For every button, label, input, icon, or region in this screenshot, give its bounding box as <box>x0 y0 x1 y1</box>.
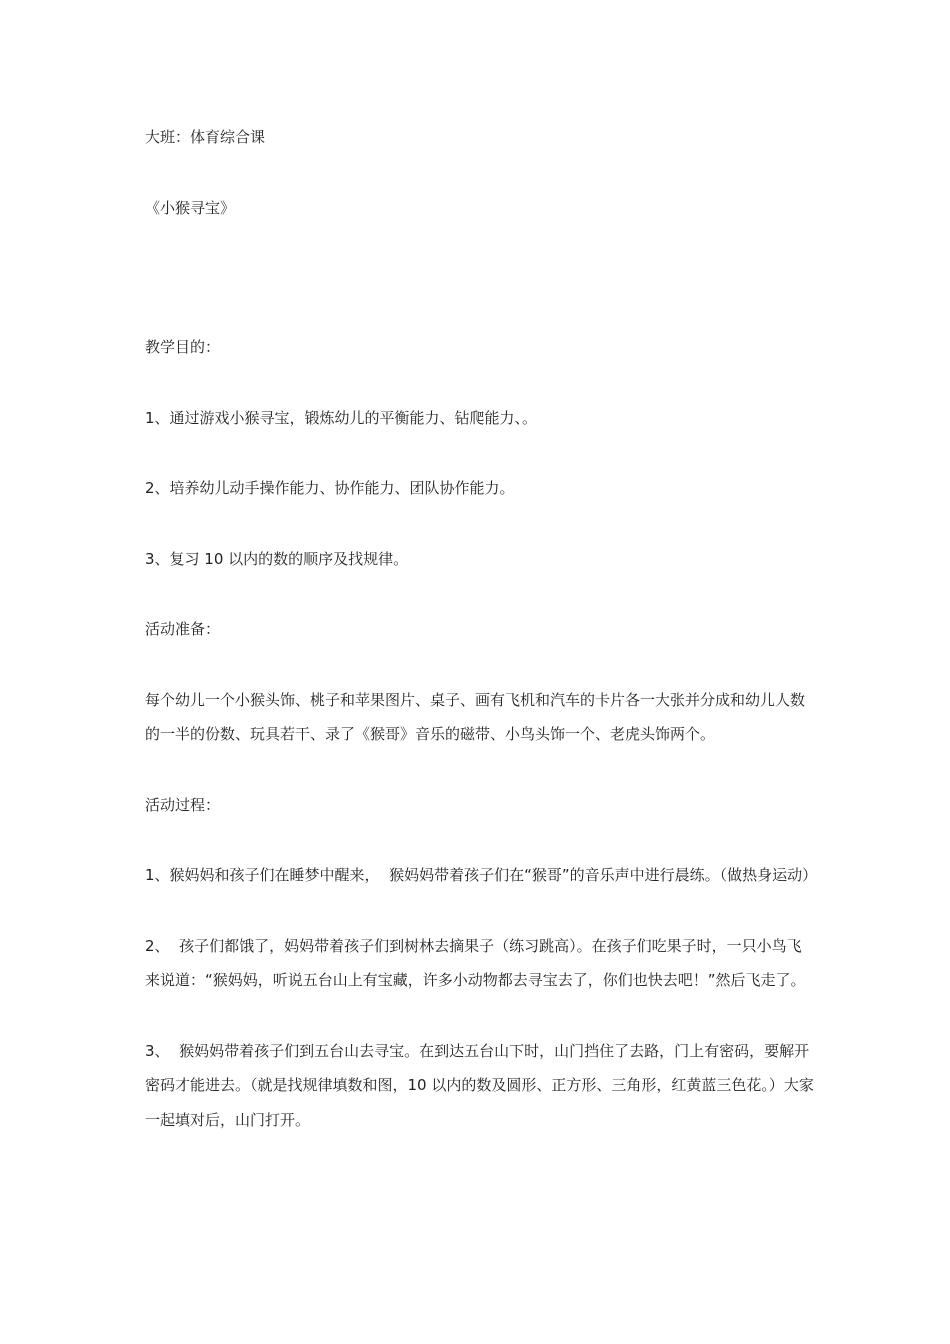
process-step-1: 1、猴妈妈和孩子们在睡梦中醒来， 猴妈妈带着孩子们在“猴哥”的音乐声中进行晨练。（做热身运动） <box>145 866 818 884</box>
document-heading: 大班：体育综合课 <box>145 128 266 146</box>
goals-label: 教学目的： <box>145 338 221 356</box>
prep-label: 活动准备： <box>145 620 221 638</box>
document-title: 《小猴寻宝》 <box>145 198 236 217</box>
process-step-2: 2、 孩子们都饿了，妈妈带着孩子们到树林去摘果子（练习跳高）。在孩子们吃果子时，一只小鸟飞来说道：“猴妈妈，听说五台山上有宝藏，许多小动物都去寻宝去了，你们也快去吧！”然后飞走了。 <box>145 936 806 989</box>
process-label: 活动过程： <box>145 795 221 814</box>
goal-item-2: 2、培养幼儿动手操作能力、协作能力、团队协作能力。 <box>145 479 515 497</box>
goal-item-3: 3、复习 10 以内的数的顺序及找规律。 <box>145 549 409 568</box>
prep-paragraph: 每个幼儿一个小猴头饰、桃子和苹果图片、桌子、画有飞机和汽车的卡片各一大张并分成和幼儿人数的一半的份数、玩具若干、录了《猴哥》音乐的磁带、小鸟头饰一个、老虎头饰两个。 <box>145 690 806 743</box>
document-body <box>145 120 818 1137</box>
goal-item-1: 1、通过游戏小猴寻宝，锻炼幼儿的平衡能力、钻爬能力、。 <box>145 408 538 427</box>
process-step-3: 3、 猴妈妈带着孩子们到五台山去寻宝。在到达五台山下时，山门挡住了去路，门上有密码，要解开密码才能进去。（就是找规律填数和图，10 以内的数及圆形、正方形、三角形，红黄蓝三色花。）大家一起填对后，山门打开。 <box>145 1041 814 1129</box>
